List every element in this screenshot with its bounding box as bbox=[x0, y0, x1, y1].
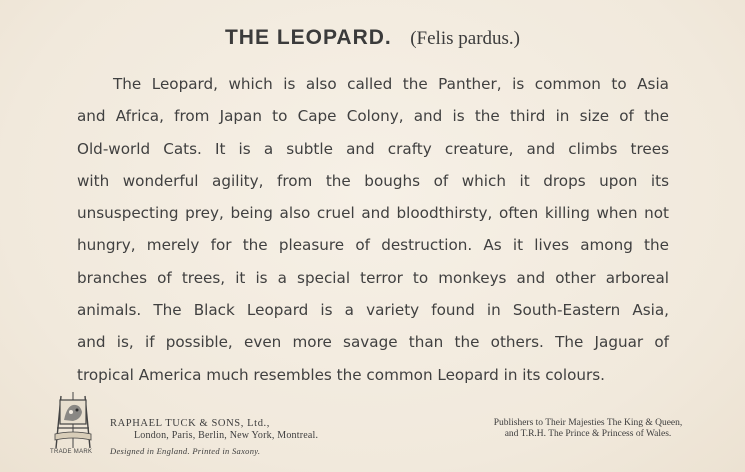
publisher-block bbox=[110, 418, 318, 456]
text-line: tropical America much resembles the common Leopard in its colours. bbox=[77, 365, 605, 384]
warrant-line: and T.R.H. The Prince & Princess of Wales. bbox=[504, 429, 672, 439]
latin-name: (Felis pardus.) bbox=[410, 28, 520, 49]
made-in-line: Designed in England. Printed in Saxony. bbox=[110, 446, 261, 456]
heading bbox=[0, 26, 745, 50]
text-line: branches of trees, it is a special terror to monkeys and other arboreal bbox=[77, 268, 669, 287]
text-line: and is, if possible, even more savage than the others. The Jaguar of bbox=[77, 333, 669, 352]
text-line: hungry, merely for the pleasure of destruction. As it lives among the bbox=[77, 236, 669, 255]
easel-trademark-logo bbox=[53, 390, 93, 456]
publisher-name: RAPHAEL TUCK & SONS, Ltd., bbox=[110, 418, 270, 429]
trademark-label: TRADE MARK bbox=[50, 449, 93, 455]
text-line: The Leopard, which is also called the Panther, is common to Asia bbox=[113, 75, 669, 93]
page-title: THE LEOPARD. bbox=[224, 26, 392, 49]
text-line: unsuspecting prey, being also cruel and bloodthirsty, often killing when not bbox=[77, 204, 669, 223]
description-paragraph bbox=[77, 68, 669, 391]
text-line: and Africa, from Japan to Cape Colony, and is the third in size of the bbox=[77, 107, 669, 126]
warrant-line: Publishers to Their Majesties The King & Queen, bbox=[493, 418, 683, 428]
publisher-cities: London, Paris, Berlin, New York, Montreal. bbox=[134, 430, 319, 441]
text-line: animals. The Black Leopard is a variety found in South-Eastern Asia, bbox=[77, 301, 669, 320]
text-line: Old-world Cats. It is a subtle and crafty creature, and climbs trees bbox=[77, 139, 669, 158]
text-line: with wonderful agility, from the boughs of which it drops upon its bbox=[77, 171, 669, 190]
royal-warrant bbox=[470, 418, 706, 440]
